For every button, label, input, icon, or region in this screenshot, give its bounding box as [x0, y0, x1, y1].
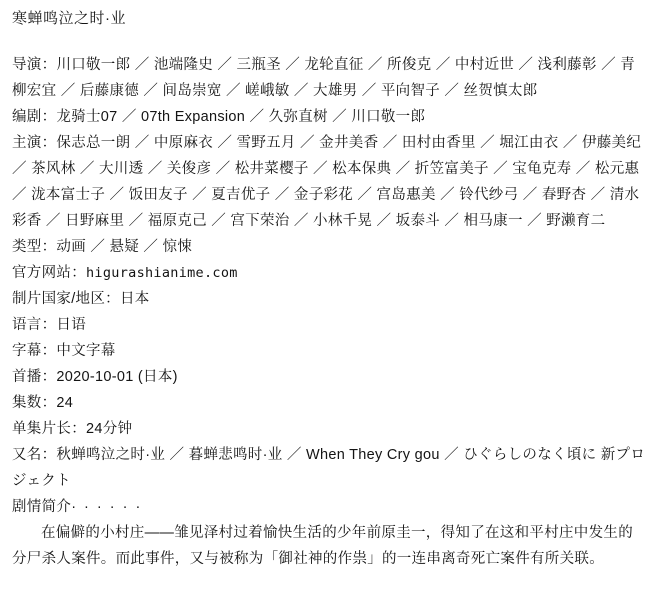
field-episodes-label: 集数：	[12, 395, 57, 411]
synopsis-heading	[12, 494, 646, 520]
field-aka-label: 又名：	[12, 447, 57, 463]
field-genre	[12, 234, 646, 260]
field-subtitle	[12, 338, 646, 364]
field-aka-value: 秋蝉鸣泣之时·业 ／ 暮蝉悲鸣时·业 ／ When They Cry gou ／ ひぐらしのなく頃に 新プロジェクト	[12, 447, 646, 489]
field-runtime-label: 单集片长：	[12, 421, 86, 437]
field-subtitle-label: 字幕：	[12, 343, 57, 359]
field-country	[12, 286, 646, 312]
field-director	[12, 52, 646, 104]
field-writer	[12, 104, 646, 130]
field-language	[12, 312, 646, 338]
field-premiere-value: 2020-10-01 (日本)	[56, 369, 178, 385]
field-episodes-value: 24	[56, 395, 74, 411]
field-subtitle-value: 中文字幕	[56, 343, 116, 359]
field-cast-label: 主演：	[12, 135, 57, 151]
field-genre-value: 动画 ／ 悬疑 ／ 惊悚	[56, 239, 193, 255]
field-premiere-label: 首播：	[12, 369, 57, 385]
synopsis-dots: · · · · · ·	[71, 499, 143, 515]
field-director-label: 导演：	[12, 57, 57, 73]
metadata-list	[12, 52, 646, 572]
field-website	[12, 260, 646, 286]
field-cast	[12, 130, 646, 234]
field-writer-value: 龙骑士07 ／ 07th Expansion ／ 久弥直树 ／ 川口敬一郎	[56, 109, 426, 125]
field-website-link[interactable]: higurashianime.com	[86, 265, 238, 281]
field-runtime	[12, 416, 646, 442]
field-country-label: 制片国家/地区：	[12, 291, 120, 307]
field-aka	[12, 442, 646, 494]
field-cast-value: 保志总一朗 ／ 中原麻衣 ／ 雪野五月 ／ 金井美香 ／ 田村由香里 ／ 堀江由衣 ／ 伊藤美纪 ／ 茶风林 ／ 大川透 ／ 关俊彦 ／ 松井菜樱子 ／ 松本保典 ／ 折笠富美子 ／ 宝龟克寿 ／ 松元惠 ／ 泷本富士子 ／ 饭田友子 ／ 夏吉优子 ／ 金子彩花 ／ 宫岛惠美 ／ 铃代纱弓 ／ 春野杏 ／ 清水彩香 ／ 日野麻里 ／ 福原克己 ／ 宫下荣治 ／ 小林千晃 ／ 坂泰斗 ／ 相马康一 ／ 野濑育二	[12, 135, 642, 229]
field-runtime-value: 24分钟	[86, 421, 133, 437]
page-title: 寒蝉鸣泣之时·业	[12, 10, 126, 27]
field-episodes	[12, 390, 646, 416]
field-premiere	[12, 364, 646, 390]
field-language-label: 语言：	[12, 317, 57, 333]
field-writer-label: 编剧：	[12, 109, 57, 125]
synopsis-heading-label: 剧情简介	[12, 499, 72, 515]
field-genre-label: 类型：	[12, 239, 57, 255]
field-website-label: 官方网站：	[12, 265, 86, 281]
field-language-value: 日语	[56, 317, 87, 333]
field-country-value: 日本	[119, 291, 150, 307]
field-director-value: 川口敬一郎 ／ 池端隆史 ／ 三瓶圣 ／ 龙轮直征 ／ 所俊克 ／ 中村近世 ／ 浅利藤彰 ／ 青柳宏宜 ／ 后藤康德 ／ 间岛崇宽 ／ 嵯峨敏 ／ 大雄男 ／ 平向智子 ／ 丝贺慎太郎	[12, 57, 636, 99]
synopsis-text: 在偏僻的小村庄——雏见泽村过着愉快生活的少年前原圭一，得知了在这和平村庄中发生的分尸杀人案件。而此事件，又与被称为「御社神的作祟」的一连串离奇死亡案件有所关联。	[12, 525, 633, 567]
